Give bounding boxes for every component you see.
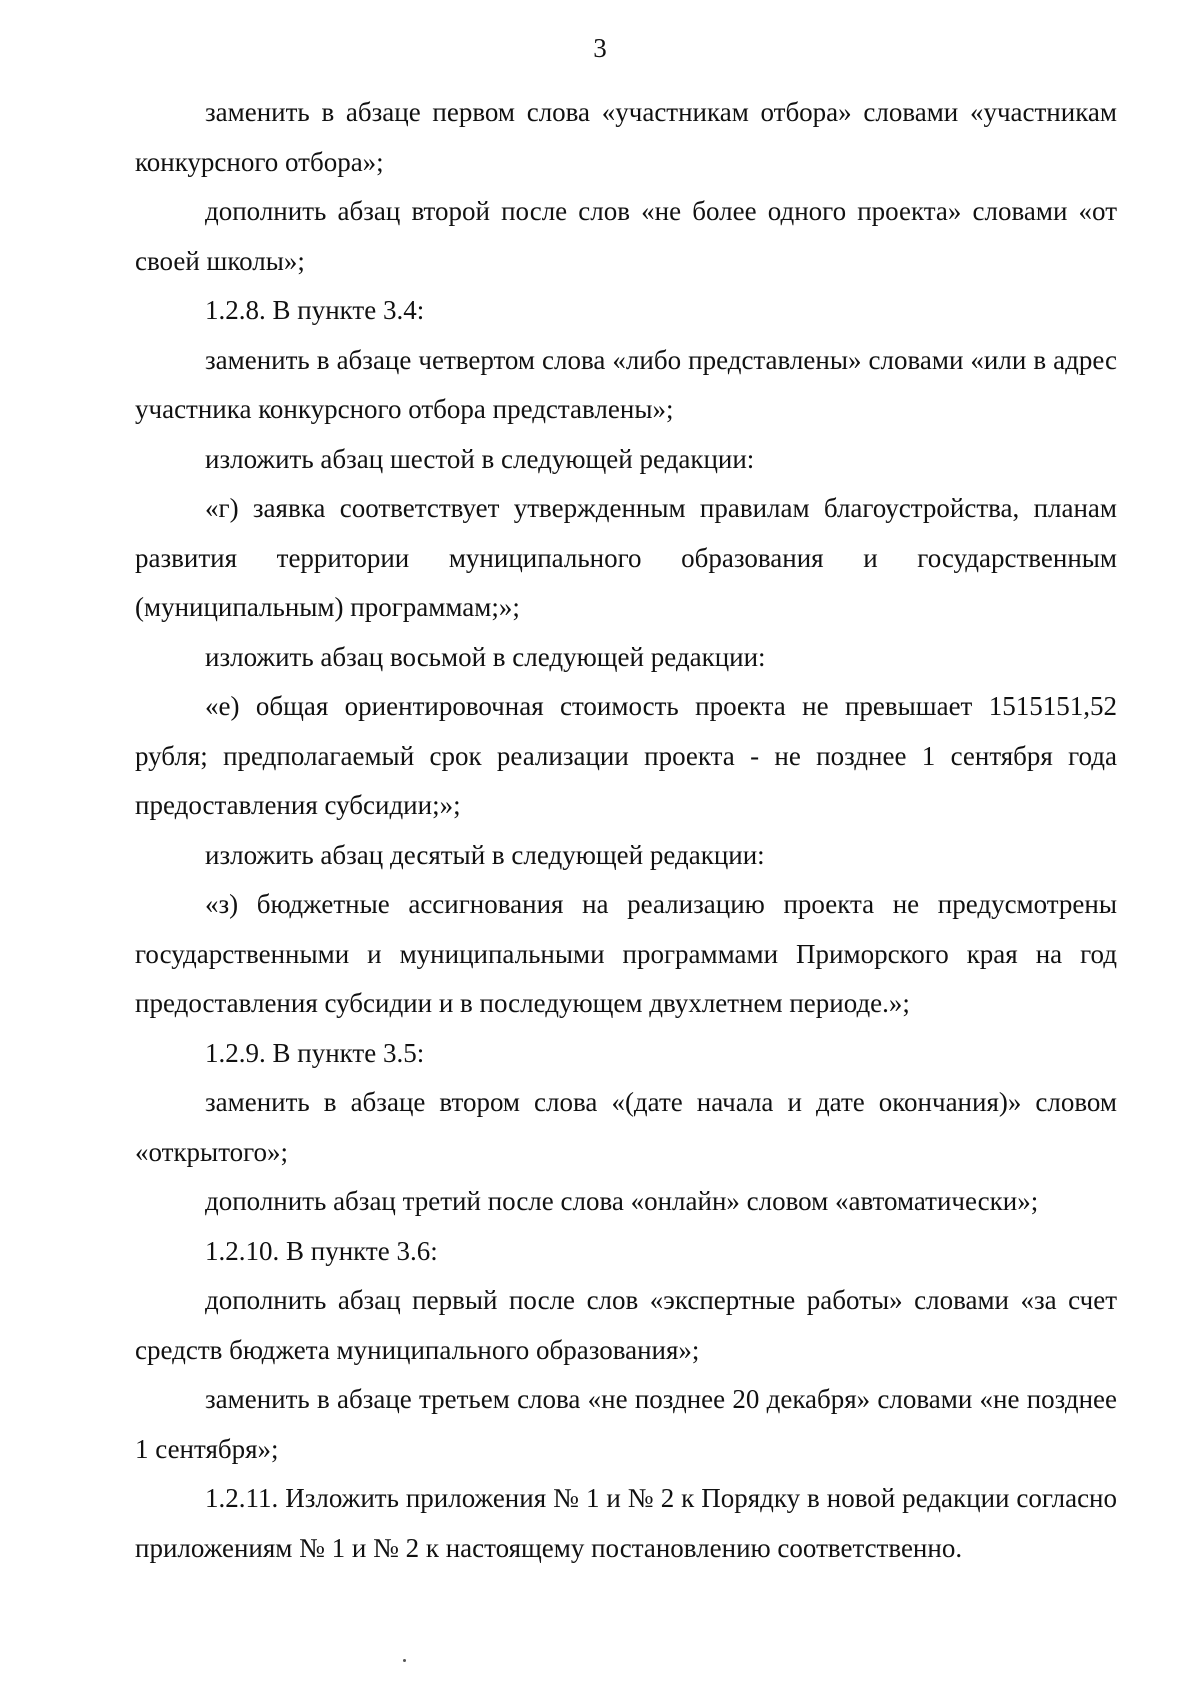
paragraph-tenth-abzac-intro: изложить абзац десятый в следующей редакции:: [205, 839, 765, 870]
paragraph-item-z: «з) бюджетные ассигнования на реализацию проекта не предусмотрены государственными и муниципальными программами Приморского края на год предоставления субсидии и в последующем двухлетнем периоде.»;: [135, 889, 1117, 1018]
paragraph-item-1-2-9: 1.2.9. В пункте 3.5:: [205, 1037, 425, 1068]
paragraph-eighth-abzac-intro: изложить абзац восьмой в следующей редакции:: [205, 641, 766, 672]
paragraph-sixth-abzac-intro: изложить абзац шестой в следующей редакции:: [205, 443, 755, 474]
paragraph-add-third-abzac: дополнить абзац третий после слова «онлайн» словом «автоматически»;: [205, 1186, 1039, 1216]
paragraph-item-1-2-11: 1.2.11. Изложить приложения № 1 и № 2 к Порядку в новой редакции согласно приложениям № 1 и № 2 к настоящему постановлению соответственно.: [135, 1483, 1117, 1563]
scan-speck: [403, 1659, 406, 1662]
paragraph-item-1-2-8: 1.2.8. В пункте 3.4:: [205, 295, 425, 325]
paragraph-item-g: «г) заявка соответствует утвержденным правилам благоустройства, планам развития территории муниципального образования и государственным (муниципальным) программам;»;: [135, 493, 1117, 622]
paragraph-add-first-abzac: дополнить абзац первый после слов «экспертные работы» словами «за счет средств бюджета муниципального образования»;: [135, 1285, 1117, 1365]
paragraph-item-e: «е) общая ориентировочная стоимость проекта не превышает 1515151,52 рубля; предполагаемый срок реализации проекта - не позднее 1 сентября года предоставления субсидии;»;: [135, 691, 1117, 820]
page-number: 3: [593, 33, 607, 63]
paragraph-replace-fourth-abzac: заменить в абзаце четвертом слова «либо представлены» словами «или в адрес участника конкурсного отбора представлены»;: [135, 344, 1117, 424]
paragraph-add-second-abzac: дополнить абзац второй после слов «не более одного проекта» словами «от своей школы»;: [135, 196, 1117, 276]
document-body: [135, 88, 1117, 1573]
paragraph-replace-third-abzac: заменить в абзаце третьем слова «не позднее 20 декабря» словами «не позднее 1 сентября»;: [135, 1384, 1117, 1464]
paragraph-replace-second-abzac: заменить в абзаце втором слова «(дате начала и дате окончания)» словом «открытого»;: [135, 1087, 1117, 1167]
paragraph-item-1-2-10: 1.2.10. В пункте 3.6:: [205, 1235, 438, 1266]
paragraph-replace-first-abzac: заменить в абзаце первом слова «участникам отбора» словами «участникам конкурсного отбора»;: [135, 97, 1117, 177]
